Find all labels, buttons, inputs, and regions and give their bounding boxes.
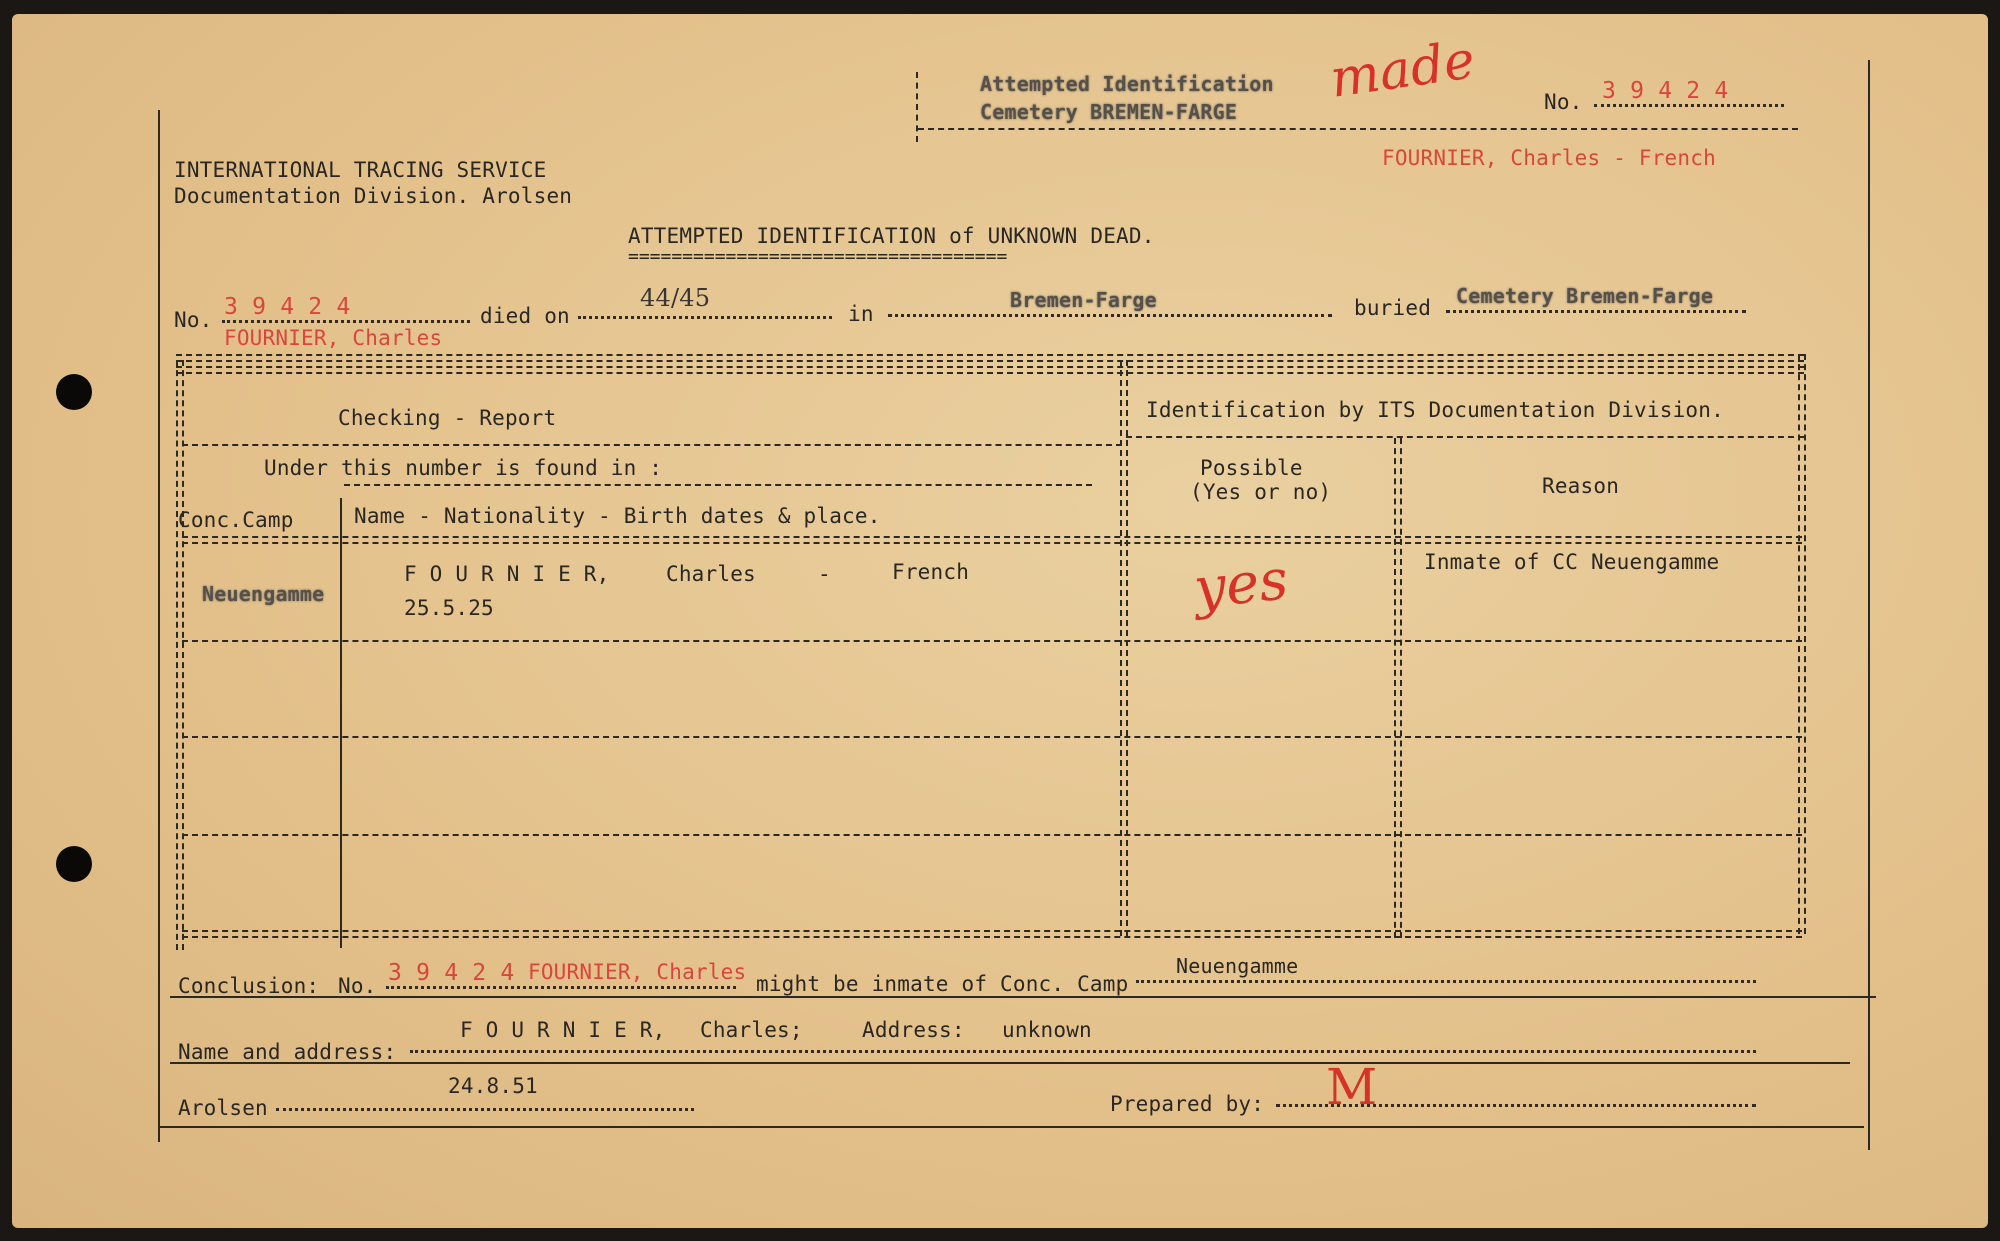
died-on-dots [578,316,832,319]
in-label: in [848,302,874,326]
header-red-name: FOURNIER, Charles - French [1382,146,1716,170]
buried-label: buried [1354,296,1432,320]
record-card [12,14,1988,1228]
name-address-first-name: Charles; [700,1018,803,1042]
died-on-value: 44/45 [640,284,711,312]
camp-name-divider [340,498,342,948]
conclusion-label: Conclusion: [178,974,320,998]
name-address-rule [170,1062,1850,1064]
conclusion-camp: Neuengamme [1176,954,1299,978]
died-on-label: died on [480,304,570,328]
address-value: unknown [1002,1018,1092,1042]
header-box-left [916,72,918,142]
table-middle-divider [1120,360,1128,936]
header-no-value: 3 9 4 2 4 [1602,78,1729,104]
checking-report-heading: Checking - Report [338,406,557,430]
row3-bottom-rule [182,834,1802,836]
name-address-surname: F O U R N I E R, [460,1018,666,1042]
row1-camp: Neuengamme [202,582,325,606]
row1-possible: yes [1190,547,1292,622]
table-top-border-2 [176,366,1804,374]
conclusion-camp-dots [1136,980,1756,983]
conclusion-no-dots [386,986,736,989]
footer-rule [160,1126,1864,1128]
conclusion-middle-text: might be inmate of Conc. Camp [756,972,1129,996]
handwritten-made: made [1326,30,1479,110]
punch-hole-bottom [56,846,92,882]
arolsen-dots [276,1108,694,1111]
table-bottom-border [182,930,1802,938]
under-number-rule [344,484,1092,486]
reason-heading: Reason [1542,474,1620,498]
table-header-divider-right [1126,436,1804,438]
cemetery-label: Cemetery BREMEN-FARGE [980,100,1238,124]
identification-heading: Identification by ITS Documentation Division. [1146,398,1724,422]
table-right-border [1798,354,1806,934]
name-address-label: Name and address: [178,1040,397,1064]
org-line-1: INTERNATIONAL TRACING SERVICE [174,158,547,182]
prepared-by-initials: M [1326,1058,1378,1116]
org-line-2: Documentation Division. Arolsen [174,184,573,208]
conclusion-rule [170,996,1876,998]
title-underline: =================================== [628,246,1008,267]
buried-dots [1446,310,1746,313]
arolsen-date: 24.8.51 [448,1074,538,1098]
table-header-divider-left [182,444,1122,446]
header-no-dots [1594,104,1784,107]
record-name-red: FOURNIER, Charles [224,326,443,350]
left-margin-rule [158,110,160,1142]
place-dots [888,314,1332,317]
row2-bottom-rule [182,736,1802,738]
record-no-label: No. [174,308,213,332]
right-margin-rule [1868,60,1870,1150]
record-no-dots [222,320,470,323]
conclusion-no-label: No. [338,974,377,998]
row1-bottom-rule [182,640,1802,642]
column-conc-camp: Conc.Camp [178,508,294,532]
row1-surname: F O U R N I E R, [404,562,610,586]
row1-first-name: Charles [666,562,756,586]
prepared-by-label: Prepared by: [1110,1092,1265,1116]
possible-reason-divider [1394,438,1402,938]
place-value: Bremen-Farge [1010,288,1157,312]
name-address-dots [410,1050,1756,1053]
column-header-bottom [182,536,1802,544]
arolsen-label: Arolsen [178,1096,268,1120]
table-top-border [176,354,1804,362]
under-number-heading: Under this number is found in : [264,456,663,480]
attempted-identification-label: Attempted Identification [980,72,1274,96]
row1-reason: Inmate of CC Neuengamme [1424,550,1720,574]
table-left-border [176,360,184,950]
header-box-bottom [918,128,1798,130]
header-no-label: No. [1544,90,1583,114]
document-title: ATTEMPTED IDENTIFICATION of UNKNOWN DEAD. [628,224,1155,248]
record-no-value: 3 9 4 2 4 [224,294,351,320]
row1-birth-date: 25.5.25 [404,596,494,620]
possible-heading: Possible [1200,456,1303,480]
possible-subheading: (Yes or no) [1190,480,1332,504]
row1-dash: - [818,562,831,586]
conclusion-name-red: FOURNIER, Charles [528,960,747,984]
prepared-by-dots [1276,1104,1756,1107]
row1-nationality: French [892,560,970,584]
address-label: Address: [862,1018,965,1042]
column-name-nationality: Name - Nationality - Birth dates & place. [354,504,881,528]
buried-value: Cemetery Bremen-Farge [1456,284,1714,308]
conclusion-no-value: 3 9 4 2 4 [388,960,515,986]
punch-hole-top [56,374,92,410]
